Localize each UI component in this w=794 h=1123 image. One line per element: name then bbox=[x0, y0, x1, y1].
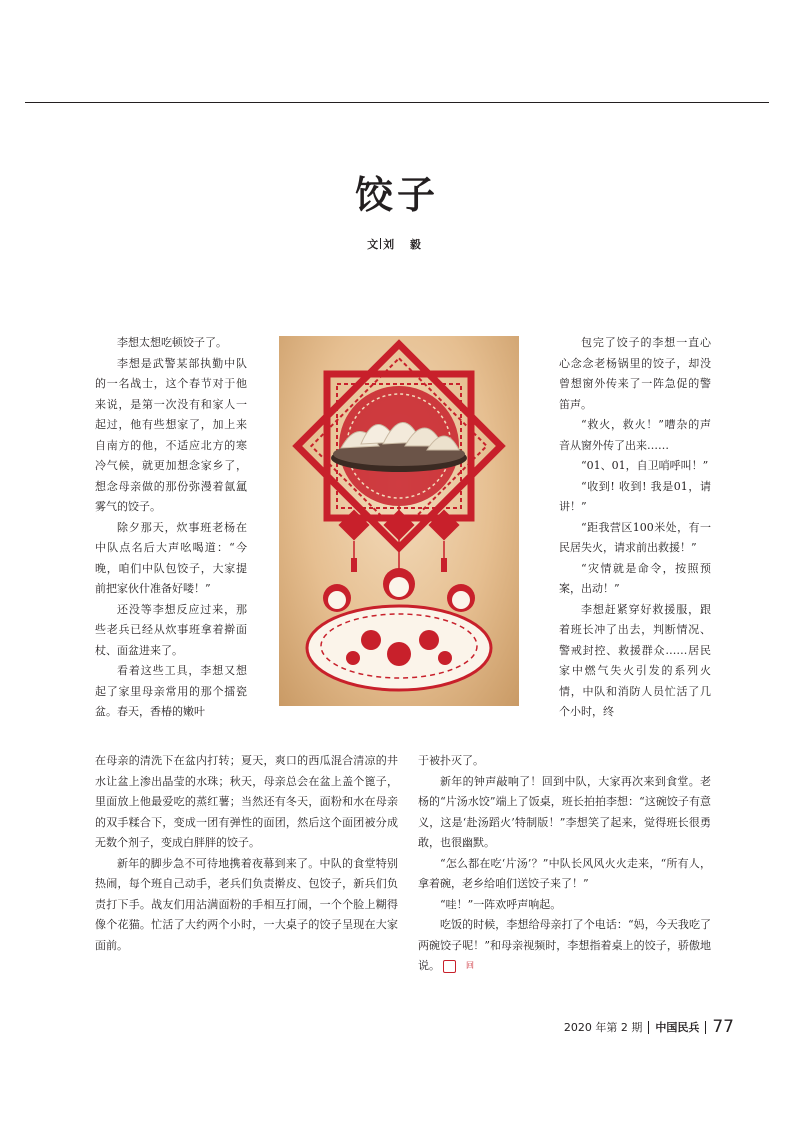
paragraph: “哇！”一阵欢呼声响起。 bbox=[440, 897, 562, 911]
footer-divider bbox=[705, 1021, 706, 1034]
paragraph: 除夕那天，炊事班老杨在中队点名后大声吆喝道：“今晚，咱们中队包饺子，大家提前把家伙什准备好喽！” bbox=[95, 520, 247, 595]
author-name: 刘 毅 bbox=[383, 238, 427, 251]
paragraph: 新年的钟声敲响了！回到中队，大家再次来到食堂。老杨的“片汤水饺”端上了饭桌，班长拍拍李想：“这碗饺子有意义，这是‘赴汤蹈火’特制版！”李想笑了起来，觉得班长很勇敢，也很幽默。 bbox=[418, 774, 711, 849]
column-right-bottom bbox=[418, 751, 711, 977]
column-left-top bbox=[95, 333, 247, 723]
paragraph: 还没等李想反应过来，那些老兵已经从炊事班拿着擀面杖、面盆进来了。 bbox=[95, 602, 247, 657]
column-right-top bbox=[559, 333, 711, 723]
paragraph: 包完了饺子的李想一直心心念念老杨锅里的饺子，却没曾想窗外传来了一阵急促的警笛声。 bbox=[559, 336, 711, 411]
column-left-bottom bbox=[95, 751, 398, 956]
paragraph: 李想太想吃顿饺子了。 bbox=[117, 336, 227, 349]
byline bbox=[0, 236, 794, 252]
page-number: 77 bbox=[712, 1017, 734, 1037]
byline-separator bbox=[380, 238, 381, 249]
paragraph: 在母亲的清洗下在盆内打转；夏天，爽口的西瓜混合清凉的井水让盆上渗出晶莹的水珠；秋天，母亲总会在盆上盖个篦子，里面放上他最爱吃的蒸红薯；当然还有冬天，面粉和水在母亲的双手糅合下，变成一团有弹性的面团，然后这个面团被分成无数个剂子，变成白胖胖的饺子。 bbox=[95, 754, 398, 849]
paragraph: “距我营区100米处，有一民居失火，请求前出救援！” bbox=[559, 520, 711, 554]
article-title: 饺子 bbox=[354, 172, 439, 217]
paragraph-last bbox=[418, 915, 711, 977]
paper-cut-illustration bbox=[279, 336, 519, 706]
dumplings-illustration bbox=[279, 336, 519, 706]
page-footer bbox=[564, 1017, 734, 1037]
family-dinner-scene bbox=[307, 568, 491, 690]
publication-name: 中国民兵 bbox=[655, 1021, 700, 1034]
footer-divider bbox=[648, 1021, 649, 1034]
paragraph: “收到! 收到! 我是01，请讲！” bbox=[559, 479, 711, 513]
end-mark-icon: 回 bbox=[443, 960, 456, 973]
paragraph: 新年的脚步急不可待地携着夜幕到来了。中队的食堂特别热闹，每个班自己动手，老兵们负责擀皮、包饺子，新兵们负责打下手。战友们用沾满面粉的手相互打闹，一个个脸上糊得像个花猫。忙活了大约两个小时，一大桌子的饺子呈现在大家面前。 bbox=[95, 856, 398, 952]
paragraph: 李想赶紧穿好救援服，跟着班长冲了出去，判断情况、警戒封控、救援群众……居民家中燃气失火引发的系列火情，中队和消防人员忙活了几个小时，终 bbox=[559, 602, 711, 718]
paragraph: “救火，救火！”嘈杂的声音从窗外传了出来…… bbox=[559, 418, 711, 452]
paragraph: 看着这些工具，李想又想起了家里母亲常用的那个擂瓷盆。春天，香椿的嫩叶 bbox=[95, 664, 247, 718]
paragraph: “怎么都在吃‘片汤’？”中队长风风火火走来，“所有人，拿着碗，老乡给咱们送饺子来了！” bbox=[418, 856, 711, 890]
paragraph: 于被扑灭了。 bbox=[418, 754, 484, 767]
header-rule bbox=[25, 102, 769, 103]
issue-label: 2020 年第 2 期 bbox=[563, 1021, 643, 1034]
paragraph: 李想是武警某部执勤中队的一名战士，这个春节对于他来说，是第一次没有和家人一起过，他有些想家了，加上来自南方的他，不适应北方的寒冷气候，就更加想念家乡了，想念母亲做的那份弥漫着氤氲雾气的饺子。 bbox=[95, 356, 247, 513]
paragraph: “灾情就是命令，按照预案，出动！” bbox=[559, 561, 711, 595]
paragraph-text: 吃饭的时候，李想给母亲打了个电话：“妈，今天我吃了两碗饺子呢！”和母亲视频时，李想指着桌上的饺子，骄傲地说。 bbox=[418, 918, 711, 972]
byline-prefix: 文 bbox=[367, 238, 379, 251]
paragraph: “01、01，自卫哨呼叫！” bbox=[581, 459, 709, 472]
